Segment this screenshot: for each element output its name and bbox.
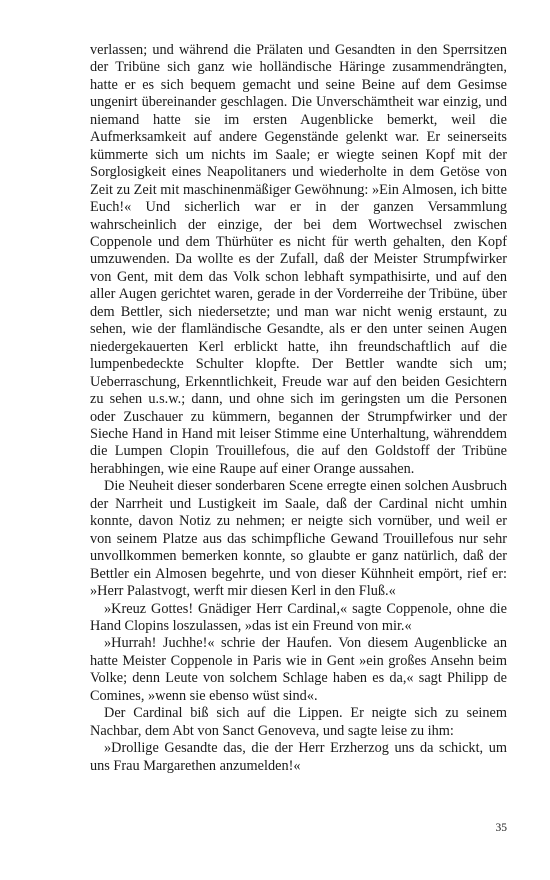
page-body bbox=[90, 42, 507, 775]
page-number: 35 bbox=[495, 822, 507, 834]
paragraph-4: »Hurrah! Juchhe!« schrie der Haufen. Von diesem Augenblicke an hatte Meister Coppenole in Paris wie in Gent »ein großes Ansehn beim Volke; denn Leute von solchem Schlage haben es da,« sagt Philipp de Comines, »wenn sie ebenso wüst sind«. bbox=[90, 635, 507, 704]
paragraph-6: »Drollige Gesandte das, die der Herr Erzherzog uns da schickt, um uns Frau Margarethen anzumelden!« bbox=[90, 740, 507, 774]
paragraph-5: Der Cardinal biß sich auf die Lippen. Er neigte sich zu seinem Nachbar, dem Abt von Sanct Genoveva, und sagte leise zu ihm: bbox=[90, 705, 507, 739]
paragraph-1: verlassen; und während die Prälaten und Gesandten in den Sperrsitzen der Tribüne sich ganz wie holländische Häringe zusammendrängten, hatte er es sich bequem gemacht und seine Beine auf dem Gesimse ungenirt übereinander geschlagen. Die Unverschämtheit war einzig, und niemand hatte sie im ersten Augenblicke bemerkt, weil die Aufmerksamkeit auf andere Gegenstände gelenkt war. Er seinerseits kümmerte sich um nichts im Saale; er wiegte seinen Kopf mit der Sorglosigkeit eines Neapolitaners und wiederholte in dem Getöse von Zeit zu Zeit mit maschinenmäßiger Gewöhnung: »Ein Almosen, ich bitte Euch!« Und sicherlich war er in der ganzen Versammlung wahrscheinlich der einzige, der bei dem Wortwechsel zwischen Coppenole und dem Thürhüter es nicht für werth gehalten, den Kopf umzuwenden. Da wollte es der Zufall, daß der Meister Strumpfwirker von Gent, mit dem das Volk schon lebhaft sympathisirte, und auf den aller Augen gerichtet waren, gerade in der Vorderreihe der Tribüne, über dem Bettler, sich niedersetzte; und man war nicht wenig erstaunt, zu sehen, wie der flamländische Gesandte, als er den unter seinen Augen niedergekauerten Kerl erblickt hatte, ihn freundschaftlich auf die lumpenbedeckte Schulter klopfte. Der Bettler wandte sich um; Ueberraschung, Erkenntlichkeit, Freude war auf den beiden Gesichtern zu sehen u.s.w.; dann, und ohne sich im geringsten um die Personen oder Zuschauer zu kümmern, begannen der Strumpfwirker und der Sieche Hand in Hand mit leiser Stimme eine Unterhaltung, währenddem die Lumpen Clopin Trouillefous, die auf den Goldstoff der Tribüne herabhingen, wie eine Raupe auf einer Orange aussahen. bbox=[90, 42, 507, 477]
paragraph-2: Die Neuheit dieser sonderbaren Scene erregte einen solchen Ausbruch der Narrheit und Lustigkeit im Saale, daß der Cardinal nicht umhin konnte, davon Notiz zu nehmen; er neigte sich vornüber, und weil er von seinem Platze aus das schimpfliche Gewand Trouillefous nur sehr unvollkommen bemerken konnte, so glaubte er ganz natürlich, daß der Bettler ein Almosen begehrte, und von dieser Kühnheit empört, rief er: »Herr Palastvogt, werft mir diesen Kerl in den Fluß.« bbox=[90, 478, 507, 600]
paragraph-3: »Kreuz Gottes! Gnädiger Herr Cardinal,« sagte Coppenole, ohne die Hand Clopins loszulassen, »das ist ein Freund von mir.« bbox=[90, 600, 507, 634]
